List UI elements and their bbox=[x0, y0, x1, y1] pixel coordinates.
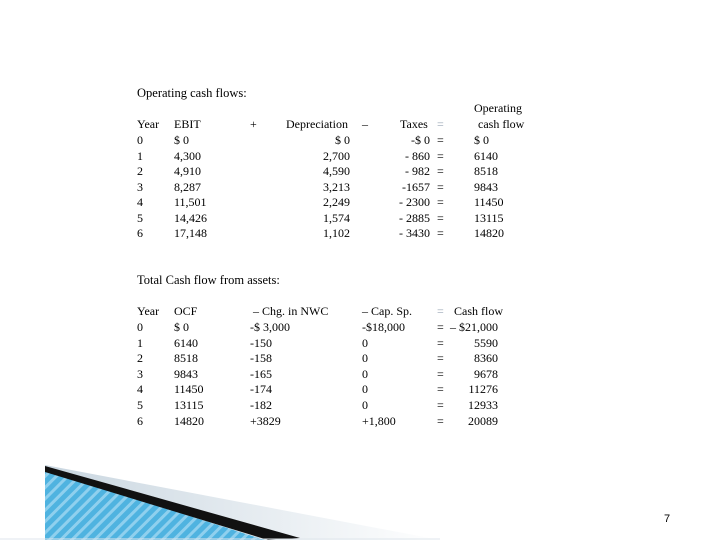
tot-cell-ocf: $ 0 bbox=[174, 320, 189, 334]
op-cell-ebit: $ 0 bbox=[174, 133, 189, 147]
op-cell-cashflow: 14820 bbox=[474, 226, 504, 240]
op-cell-equals: = bbox=[437, 226, 444, 240]
tot-cell-nwc: -165 bbox=[250, 366, 272, 381]
tot-cell-equals: = bbox=[437, 413, 444, 428]
tot-cell-year: 4 bbox=[137, 382, 143, 397]
tot-cell-capsp: -$18,000 bbox=[362, 320, 405, 334]
op-cell-cashflow: $ 0 bbox=[474, 133, 489, 147]
op-cell-year: 4 bbox=[137, 195, 143, 209]
decorative-stripe-graphic bbox=[0, 440, 440, 540]
op-cell-cashflow: 9843 bbox=[474, 179, 498, 194]
tot-cell-cashflow: – $21,000 bbox=[450, 320, 498, 334]
tot-cell-capsp: 0 bbox=[362, 366, 368, 381]
op-cell-equals: = bbox=[437, 148, 444, 163]
op-cell-cashflow: 8518 bbox=[474, 164, 498, 178]
op-cell-cashflow: 11450 bbox=[474, 195, 504, 209]
op-cell-equals: = bbox=[437, 195, 444, 209]
op-cell-cashflow: 6140 bbox=[474, 148, 498, 163]
op-cell-equals: = bbox=[437, 164, 444, 178]
tot-cell-nwc: -150 bbox=[250, 335, 272, 350]
op-header-taxes: Taxes bbox=[400, 117, 428, 131]
tot-cell-ocf: 11450 bbox=[174, 382, 204, 397]
tot-header-cf: Cash flow bbox=[454, 304, 503, 318]
tot-header-capsp: – Cap. Sp. bbox=[362, 304, 413, 318]
tot-cell-ocf: 8518 bbox=[174, 351, 198, 366]
tot-cell-ocf: 13115 bbox=[174, 398, 204, 412]
op-cell-equals: = bbox=[437, 179, 444, 194]
op-cell-taxes: - 2885 bbox=[399, 210, 430, 225]
tot-cell-ocf: 14820 bbox=[174, 413, 204, 428]
tot-cell-cashflow: 9678 bbox=[474, 366, 498, 381]
tot-cell-nwc: -$ 3,000 bbox=[250, 320, 290, 334]
tot-cell-year: 5 bbox=[137, 398, 143, 412]
total-heading: Total Cash flow from assets: bbox=[137, 273, 280, 287]
tot-cell-year: 0 bbox=[137, 320, 143, 334]
op-cell-year: 2 bbox=[137, 164, 143, 178]
op-cell-depreciation: 4,590 bbox=[323, 164, 350, 178]
op-cell-taxes: - 860 bbox=[405, 148, 430, 163]
op-header-ebit: EBIT bbox=[174, 117, 201, 131]
op-cell-equals: = bbox=[437, 210, 444, 225]
tot-cell-cashflow: 12933 bbox=[468, 398, 498, 412]
tot-header-year: Year bbox=[137, 304, 160, 318]
tot-cell-capsp: 0 bbox=[362, 382, 368, 397]
op-cell-taxes: - 3430 bbox=[399, 226, 430, 240]
op-cell-ebit: 4,300 bbox=[174, 148, 201, 163]
op-cell-ebit: 4,910 bbox=[174, 164, 201, 178]
tot-cell-year: 6 bbox=[137, 413, 143, 428]
op-cell-depreciation: 1,574 bbox=[323, 210, 350, 225]
tot-cell-capsp: 0 bbox=[362, 398, 368, 412]
op-cell-depreciation: 2,249 bbox=[323, 195, 350, 209]
op-cell-ebit: 8,287 bbox=[174, 179, 201, 194]
op-cell-depreciation: 3,213 bbox=[323, 179, 350, 194]
tot-cell-capsp: 0 bbox=[362, 351, 368, 366]
op-header-cf-line1: Operating bbox=[474, 101, 522, 115]
op-header-equals: = bbox=[437, 117, 444, 131]
op-cell-year: 0 bbox=[137, 133, 143, 147]
operating-heading: Operating cash flows: bbox=[137, 86, 247, 100]
tot-cell-nwc: -158 bbox=[250, 351, 272, 366]
op-cell-ebit: 14,426 bbox=[174, 210, 207, 225]
op-cell-depreciation: 2,700 bbox=[323, 148, 350, 163]
op-cell-year: 5 bbox=[137, 210, 143, 225]
op-cell-depreciation: 1,102 bbox=[323, 226, 350, 240]
tot-cell-capsp: +1,800 bbox=[362, 413, 396, 428]
op-cell-ebit: 17,148 bbox=[174, 226, 207, 240]
tot-cell-cashflow: 11276 bbox=[468, 382, 498, 397]
op-cell-year: 3 bbox=[137, 179, 143, 194]
op-cell-depreciation: $ 0 bbox=[335, 133, 350, 147]
op-header-plus: + bbox=[250, 117, 257, 131]
tot-cell-cashflow: 5590 bbox=[474, 335, 498, 350]
tot-cell-nwc: -182 bbox=[250, 398, 272, 412]
tot-header-ocf: OCF bbox=[174, 304, 198, 318]
op-cell-year: 1 bbox=[137, 148, 143, 163]
tot-header-equals: = bbox=[437, 304, 444, 318]
tot-cell-ocf: 6140 bbox=[174, 335, 198, 350]
tot-cell-equals: = bbox=[437, 335, 444, 350]
tot-cell-equals: = bbox=[437, 366, 444, 381]
op-cell-equals: = bbox=[437, 133, 444, 147]
op-cell-year: 6 bbox=[137, 226, 143, 240]
op-header-minus: – bbox=[362, 117, 368, 131]
tot-cell-year: 3 bbox=[137, 366, 143, 381]
op-cell-taxes: - 982 bbox=[405, 164, 430, 178]
tot-cell-equals: = bbox=[437, 382, 444, 397]
tot-cell-equals: = bbox=[437, 398, 444, 412]
op-cell-ebit: 11,501 bbox=[174, 195, 207, 209]
op-cell-taxes: -1657 bbox=[402, 179, 430, 194]
tot-cell-nwc: -174 bbox=[250, 382, 272, 397]
op-header-year: Year bbox=[137, 117, 160, 131]
tot-cell-equals: = bbox=[437, 320, 444, 334]
tot-cell-year: 1 bbox=[137, 335, 143, 350]
tot-cell-equals: = bbox=[437, 351, 444, 366]
tot-cell-cashflow: 8360 bbox=[474, 351, 498, 366]
tot-cell-nwc: +3829 bbox=[250, 413, 281, 428]
op-cell-taxes: - 2300 bbox=[399, 195, 430, 209]
op-header-depreciation: Depreciation bbox=[286, 117, 348, 131]
tot-header-nwc: – Chg. in NWC bbox=[253, 304, 329, 318]
op-header-cf-line2: cash flow bbox=[478, 117, 525, 131]
tot-cell-capsp: 0 bbox=[362, 335, 368, 350]
op-cell-cashflow: 13115 bbox=[474, 210, 504, 225]
tot-cell-year: 2 bbox=[137, 351, 143, 366]
tot-cell-cashflow: 20089 bbox=[468, 413, 498, 428]
op-cell-taxes: -$ 0 bbox=[411, 133, 430, 147]
tot-cell-ocf: 9843 bbox=[174, 366, 198, 381]
page-number: 7 bbox=[664, 513, 671, 525]
